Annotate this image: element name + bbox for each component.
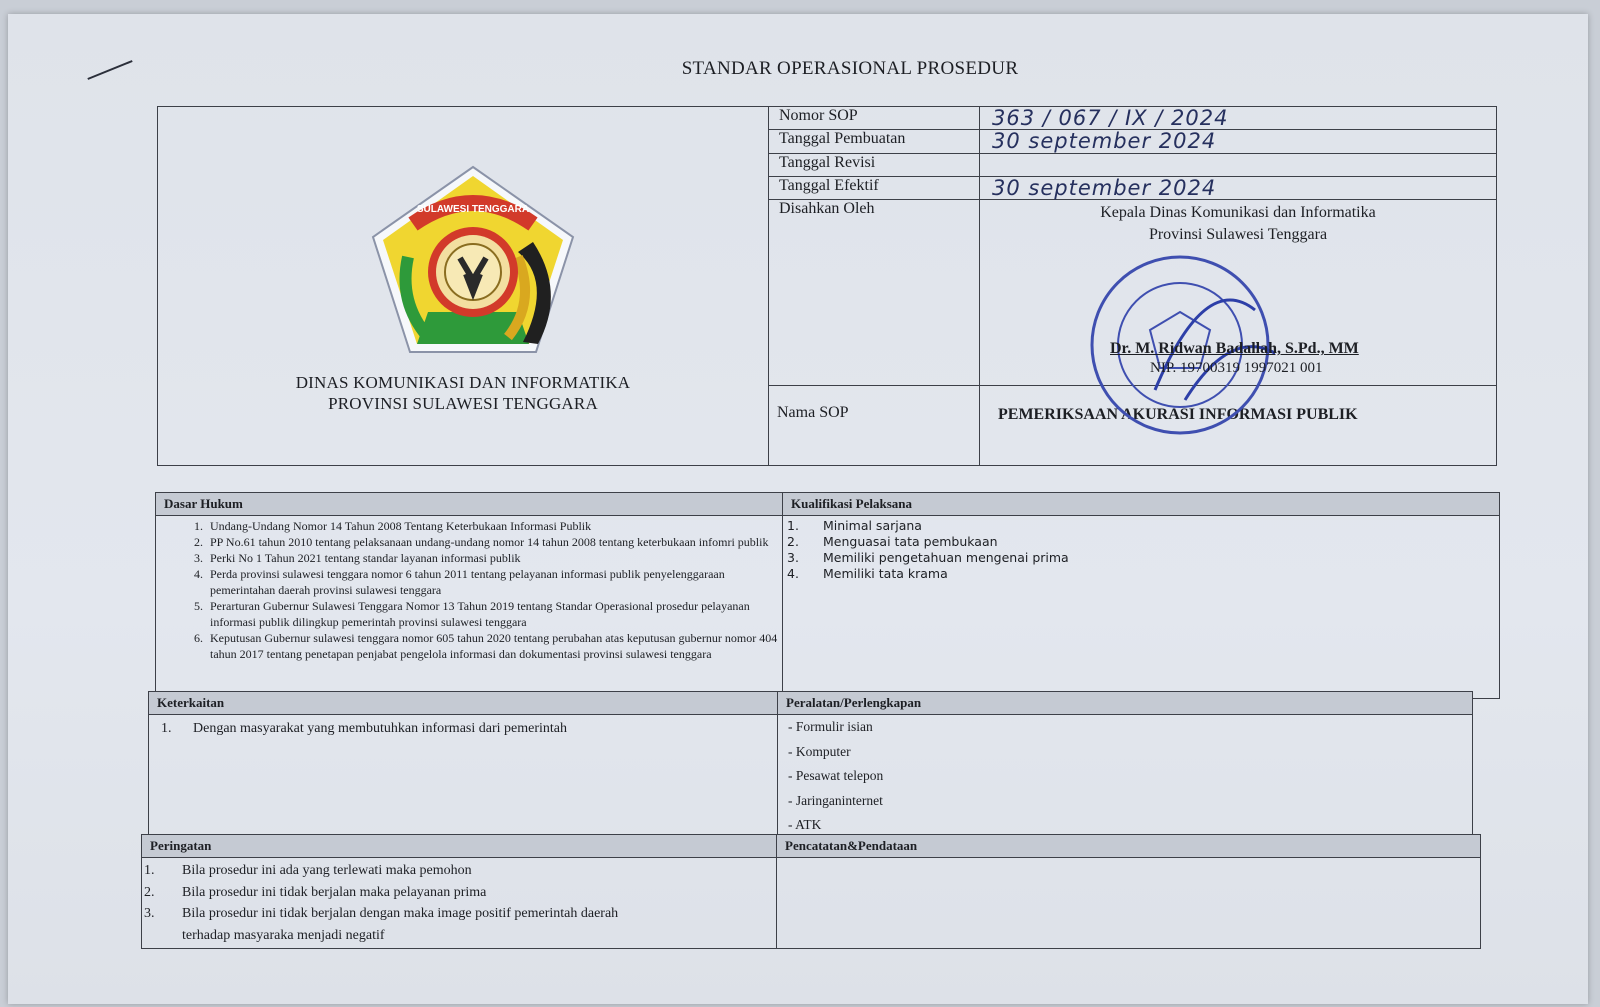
list-item: 2. Bila prosedur ini tidak berjalan maka pelayanan prima [144, 884, 487, 900]
sop-warnings-table [141, 834, 1481, 949]
signatory-name: Dr. M. Ridwan Badallah, S.Pd., MM [1110, 340, 1359, 358]
list-item: 1. Minimal sarjana [787, 518, 922, 533]
kualifikasi-heading: Kualifikasi Pelaksana [783, 493, 1500, 516]
organization-line-1: DINAS KOMUNIKASI DAN INFORMATIKA [295, 373, 631, 392]
list-item: - Jaringaninternet [788, 792, 883, 808]
list-item: terhadap masyaraka menjadi negatif [182, 927, 385, 943]
tanggal-pembuatan-label: Tanggal Pembuatan [769, 130, 980, 153]
sop-detail-table [155, 492, 1500, 699]
list-item: 4. Perda provinsi sulawesi tenggara nomor 6 tahun 2011 tentang pelayanan informasi publik penyelenggaraan pemerintahan daerah provinsi sulawesi tenggara [206, 566, 782, 598]
disahkan-oleh-label: Disahkan Oleh [769, 200, 980, 386]
tanggal-revisi-label: Tanggal Revisi [769, 153, 980, 176]
approval-block [980, 200, 1497, 386]
dasar-hukum-heading: Dasar Hukum [156, 493, 783, 516]
sop-header-table [157, 106, 1497, 466]
peringatan-heading: Peringatan [142, 835, 777, 858]
dasar-hukum-body [156, 516, 783, 699]
approval-title-line-1: Kepala Dinas Komunikasi dan Informatika [1100, 204, 1376, 222]
nomor-sop-value: 363 / 067 / IX / 2024 [980, 107, 1497, 130]
organization-name [158, 372, 768, 414]
pencatatan-body [777, 858, 1481, 949]
list-item: 4. Memiliki tata krama [787, 566, 948, 581]
peralatan-heading: Peralatan/Perlengkapan [778, 692, 1473, 715]
list-item: - Formulir isian [788, 719, 873, 734]
nama-sop-value: PEMERIKSAAN AKURASI INFORMASI PUBLIK [980, 385, 1497, 465]
provincial-emblem-icon [368, 162, 578, 362]
peralatan-body [778, 715, 1473, 840]
nomor-sop-label: Nomor SOP [769, 107, 980, 130]
list-item: 1. Dengan masyarakat yang membutuhkan informasi dari pemerintah [161, 721, 567, 736]
list-item: 3. Perki No 1 Tahun 2021 tentang standar layanan informasi publik [206, 550, 782, 566]
approval-title-line-2: Provinsi Sulawesi Tenggara [1148, 226, 1328, 244]
list-item: 6. Keputusan Gubernur sulawesi tenggara nomor 605 tahun 2020 tentang perubahan atas keputusan gubernur nomor 404 tahun 2017 tentang penetapan penjabat pengelola informasi dan dokumentasi provinsi sulawesi tenggara [206, 630, 782, 662]
list-item: 5. Perarturan Gubernur Sulawesi Tenggara Nomor 13 Tahun 2019 tentang Standar Operasional prosedur pelayanan informasi publik dilingkup pemerintah provinsi sulawesi tenggara [206, 598, 782, 630]
tanggal-efektif-label: Tanggal Efektif [769, 176, 980, 199]
approval-title [980, 200, 1496, 246]
document-title: STANDAR OPERASIONAL PROSEDUR [681, 58, 1019, 79]
keterkaitan-body [149, 715, 778, 840]
sop-relations-table [148, 691, 1473, 840]
pencatatan-heading: Pencatatan&Pendataan [777, 835, 1481, 858]
list-item: 3. Memiliki pengetahuan mengenai prima [787, 550, 1069, 565]
tanggal-revisi-value [980, 153, 1497, 176]
tanggal-efektif-value: 30 september 2024 [980, 176, 1497, 199]
dasar-hukum-list [156, 518, 782, 662]
list-item: 1. Undang-Undang Nomor 14 Tahun 2008 Tentang Keterbukaan Informasi Publik [206, 518, 782, 534]
list-item: 2. PP No.61 tahun 2010 tentang pelaksanaan undang-undang nomor 14 tahun 2008 tentang keterbukaan infomri publik [206, 534, 782, 550]
logo-cell [158, 107, 769, 466]
tanggal-pembuatan-value: 30 september 2024 [980, 130, 1497, 153]
organization-line-2: PROVINSI SULAWESI TENGGARA [328, 394, 598, 413]
list-item: - ATK [788, 817, 822, 832]
nama-sop-label: Nama SOP [769, 385, 980, 465]
kualifikasi-body [783, 516, 1500, 699]
peringatan-body [142, 858, 777, 949]
list-item: 2. Menguasai tata pembukaan [787, 534, 998, 549]
list-item: - Komputer [788, 743, 851, 759]
logo-ribbon-text: SULAWESI TENGGARA [416, 204, 530, 215]
list-item: - Pesawat telepon [788, 768, 884, 783]
signatory-nip: NIP. 19700319 1997021 001 [1150, 360, 1323, 377]
list-item: 1. Bila prosedur ini ada yang terlewati maka pemohon [144, 863, 472, 878]
keterkaitan-heading: Keterkaitan [149, 692, 778, 715]
list-item: 3. Bila prosedur ini tidak berjalan dengan maka image positif pemerintah daerah [144, 906, 619, 921]
